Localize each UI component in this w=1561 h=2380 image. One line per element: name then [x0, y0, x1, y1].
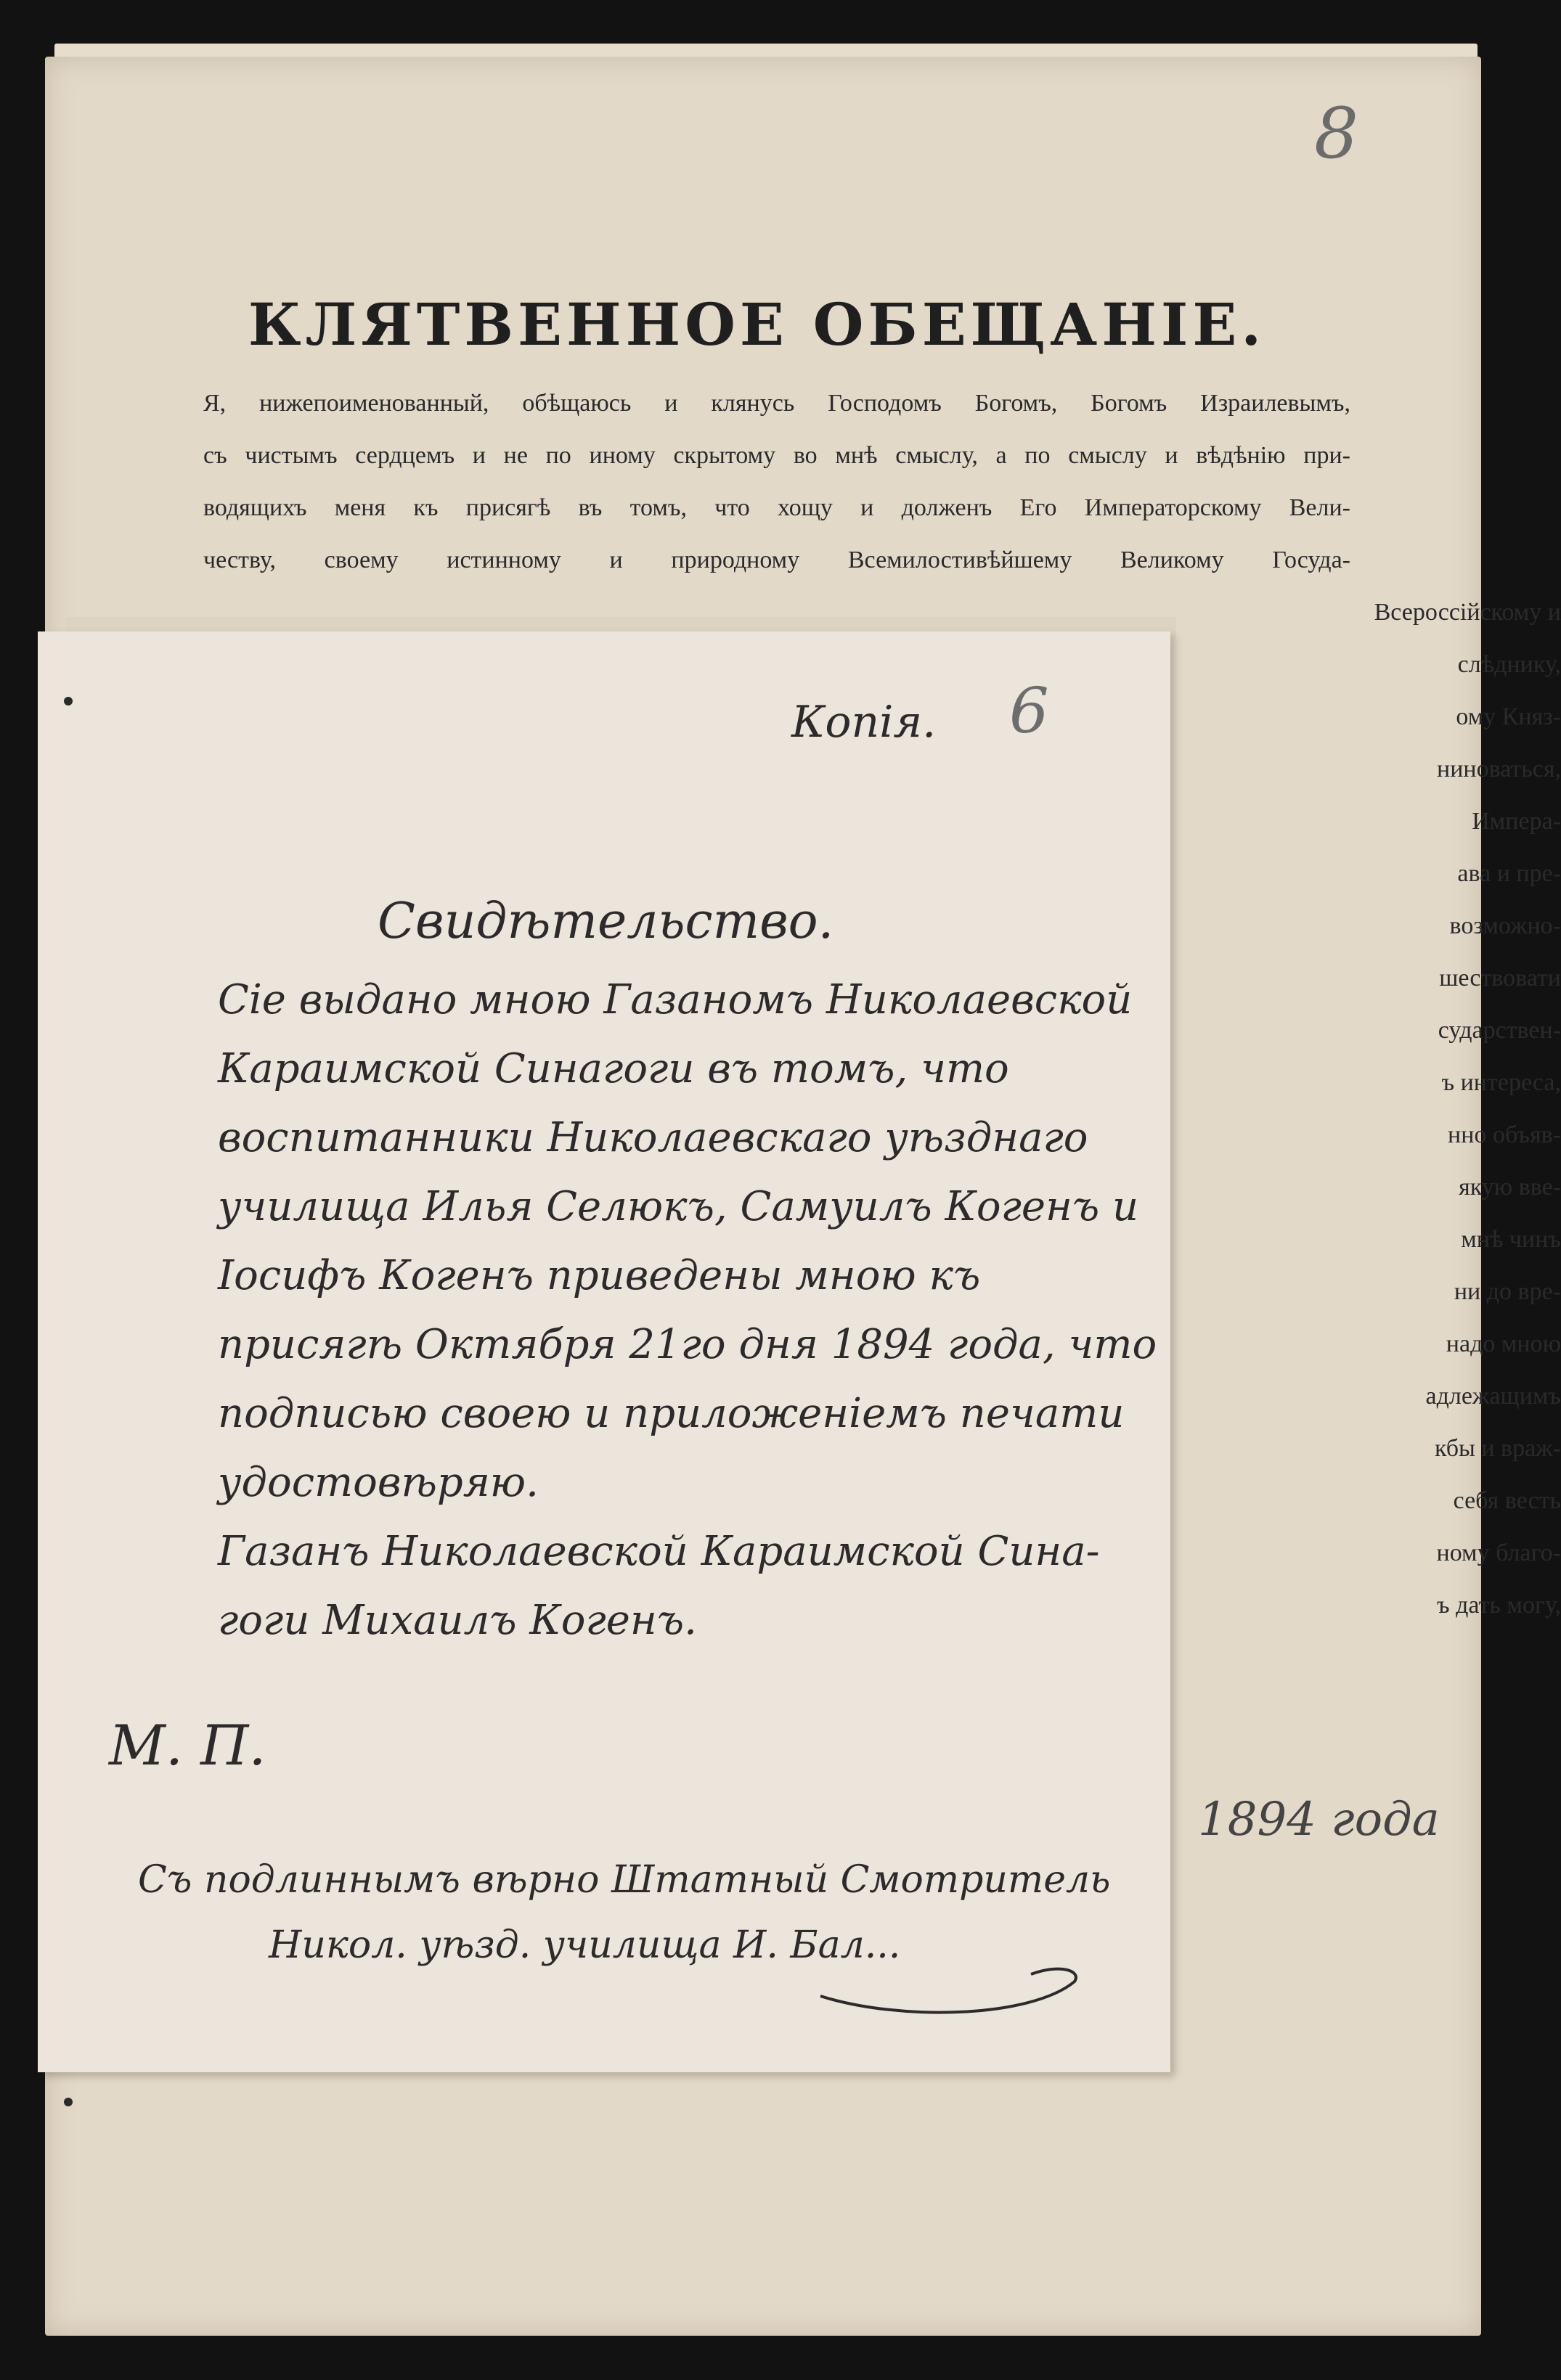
certificate-line: подписью своею и приложеніемъ печати: [218, 1390, 1125, 1437]
oath-fragment: кбы и враж-: [1435, 1435, 1561, 1462]
oath-fragment: возможно-: [1449, 912, 1561, 939]
oath-fragment: ому Княз-: [1456, 703, 1561, 730]
oath-fragment: себя весть: [1453, 1487, 1561, 1514]
signature-flourish: [813, 1952, 1089, 2018]
attestation-line: Съ подлиннымъ вѣрно Штатный Смотритель: [138, 1858, 1111, 1902]
oath-fragment: ни до вре-: [1454, 1278, 1561, 1305]
oath-line: водящихъ меня къ присягѣ въ томъ, что хощу и долженъ Его Императорскому Вели-: [203, 494, 1350, 521]
oath-fragment: ниноваться,: [1437, 756, 1561, 782]
certificate-line: удостовѣряю.: [218, 1459, 539, 1506]
certificate-line: училища Илья Селюкъ, Самуилъ Когенъ и: [218, 1183, 1139, 1230]
oath-fragment: Импера-: [1472, 808, 1561, 835]
oath-title: КЛЯТВЕННОЕ ОБЕЩАНІЕ.: [248, 290, 1266, 359]
oath-fragment: мнѣ чинъ: [1461, 1226, 1561, 1253]
binding-hole: [64, 697, 73, 706]
oath-fragment: ъ дать могу,: [1436, 1592, 1561, 1619]
certificate-line: гоги Михаилъ Когенъ.: [218, 1597, 697, 1644]
copy-mark: Копія.: [791, 697, 937, 748]
oath-fragment: ъ интереса,: [1441, 1069, 1561, 1096]
folio-number: 8: [1314, 93, 1359, 174]
certificate-heading: Свидѣтельство.: [378, 893, 834, 950]
binding-hole: [64, 2098, 73, 2106]
oath-fragment: якую вве-: [1459, 1174, 1561, 1201]
certificate-line: Іосифъ Когенъ приведены мною къ: [218, 1252, 981, 1299]
oath-fragment: надо мною: [1446, 1330, 1561, 1357]
folio-number-front: 6: [1009, 675, 1049, 748]
oath-fragment: сударствен-: [1438, 1017, 1561, 1044]
certificate-line: воспитанники Николаевскаго уѣзднаго: [218, 1114, 1088, 1161]
certificate-line: присягѣ Октября 21го дня 1894 года, что: [218, 1321, 1157, 1368]
oath-line: честву, своему истинному и природному Всемилостивѣйшему Великому Госуда-: [203, 547, 1350, 573]
oath-fragment: ному благо-: [1436, 1539, 1561, 1566]
oath-fragment: ава и пре-: [1457, 860, 1561, 887]
oath-fragment: слѣднику,: [1457, 651, 1561, 678]
attestation-line: Никол. уѣзд. училища И. Бал...: [269, 1923, 901, 1967]
oath-visible-fragments: [1336, 586, 1561, 1632]
oath-date-fragment: 1894 года: [1198, 1793, 1440, 1847]
oath-fragment: шествовати: [1439, 965, 1561, 991]
oath-fragment: Всероссійскому и: [1374, 599, 1561, 626]
certificate-line: Караимской Синагоги въ томъ, что: [218, 1045, 1009, 1092]
certificate-line: Сіе выдано мною Газаномъ Николаевской: [218, 976, 1133, 1023]
oath-fragment: нно объяв-: [1448, 1121, 1561, 1148]
certificate-line: Газанъ Николаевской Караимской Сина-: [218, 1528, 1100, 1575]
seal-place-mark: М. П.: [109, 1713, 266, 1778]
oath-line: Я, нижепоименованный, обѣщаюсь и клянусь Господомъ Богомъ, Богомъ Израилевымъ,: [203, 390, 1350, 417]
oath-line: съ чистымъ сердцемъ и не по иному скрытому во мнѣ смыслу, а по смыслу и вѣдѣнію при-: [203, 442, 1350, 469]
oath-fragment: адлежащимъ: [1425, 1383, 1561, 1410]
